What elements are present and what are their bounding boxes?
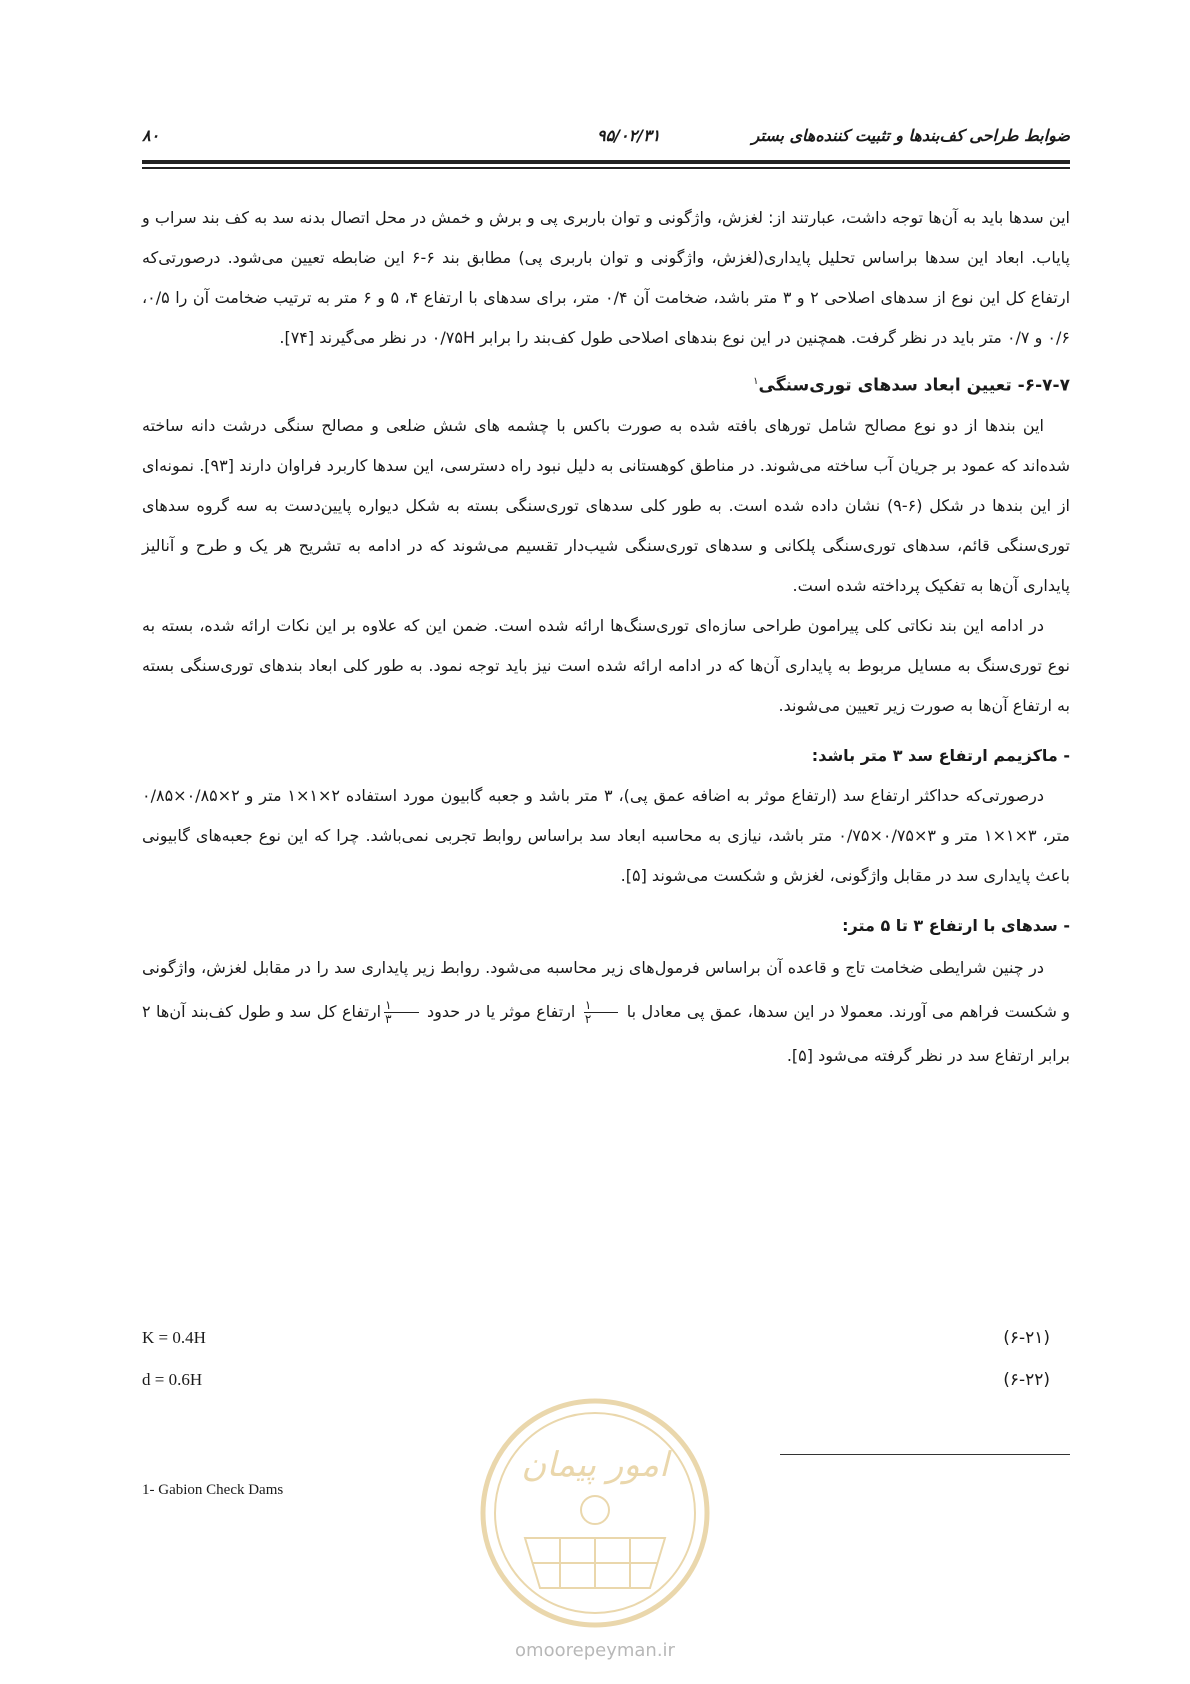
fraction-half-num: ۱ (584, 999, 618, 1013)
paragraph-intro: این سدها باید به آن‌ها توجه داشت، عبارتند از: لغزش، واژگونی و توان باربری پی و برش و خمش در محل اتصال بدنه سد به کف بند سراب و پایاب. ابعاد این سدها براساس تحلیل پایداری(لغزش، واژگونی و توان باربری پی) مطابق بند ۶-۶ این ضابطه تعیین می‌شود. درصورتی‌که ارتفاع کل این نوع از سدهای اصلاحی ۲ و ۳ متر باشد، ضخامت آن ۰/۴ متر، برای سدهای با ارتفاع ۴، ۵ و ۶ متر به ترتیب ضخامت آن را ۰/۵، ۰/۶ و ۰/۷ متر باید در نظر گرفت. همچنین در این نوع بندهای اصلاحی طول کف‌بند را برابر ۰/۷۵H در نظر می‌گیرند [۷۴]. (142, 208, 1071, 347)
publisher-seal-watermark (470, 1388, 720, 1638)
fraction-third-num: ۱ (384, 999, 418, 1013)
paragraph-gabion-2: در ادامه این بند نکاتی کلی پیرامون طراحی سازه‌ای توری‌سنگ‌ها ارائه شده است. ضمن این که علاوه بر این نکات ارائه شده، بسته به نوع توری‌سنگ به مسایل مربوط به پایداری آن‌ها که در ادامه ارائه شده است نیز باید توجه نمود. به طور کلی ابعاد بندهای توری‌سنگی بسته به ارتفاع آن‌ها به صورت زیر تعیین می‌شوند. (142, 615, 1070, 715)
equation-22-number: (۶-۲۲) (1003, 1370, 1050, 1390)
page-number: ۸۰ (142, 126, 160, 145)
paragraph-max3: درصورتی‌که حداکثر ارتفاع سد (ارتفاع موثر به اضافه عمق پی)، ۳ متر باشد و جعبه گابیون مورد استفاده ۲×۱×۱ متر و ۲×۰/۸۵×۰/۸۵ متر، ۳×۱×۱ متر و ۳×۰/۷۵×۰/۷۵ متر باشد، نیازی به محاسبه ابعاد سد براساس روابط تجربی نمی‌باشد. چرا که این نوع جعبه‌های گابیونی باعث پایداری سد در مقابل واژگونی، لغزش و شکست می‌شوند [۵]. (142, 785, 1070, 885)
equation-22-expression: d = 0.6H (142, 1370, 203, 1389)
header-rule-thin (142, 167, 1070, 169)
header-date: ۹۵/۰۲/۳۱ (597, 126, 661, 145)
equation-21-expression: K = 0.4H (142, 1328, 206, 1347)
paragraph-3to5-part-a: در چنین شرایطی ضخامت تاج و قاعده آن براساس فرمول‌های زیر محاسبه می‌شود. روابط زیر پایداری سد را در مقابل لغزش، واژگونی و شکست فراهم می آورند. معمولا در این سدها، عمق پی معادل با (142, 957, 1071, 1021)
footnote-separator (780, 1454, 1070, 1455)
fraction-half (584, 999, 618, 1026)
equation-21-number: (۶-۲۱) (1003, 1328, 1050, 1348)
subheading-3to5: - سدهای با ارتفاع ۳ تا ۵ متر: (842, 915, 1070, 935)
fraction-half-den: ۲ (584, 1011, 592, 1026)
paragraph-3to5 (142, 946, 1070, 1078)
header-title: ضوابط طراحی کف‌بندها و تثبیت کننده‌های بستر (751, 126, 1070, 145)
site-watermark: omoorepeyman.ir (515, 1640, 675, 1661)
paragraph-3to5-part-c: ارتفاع کل سد و طول کف‌بند آن‌ها ۲ برابر ارتفاع سد در نظر گرفته می‌شود [۵]. (142, 1001, 1070, 1065)
page-header (142, 126, 1070, 158)
section-heading-text: ۶-۷-۷- تعیین ابعاد سدهای توری‌سنگی (758, 375, 1070, 396)
fraction-third (384, 999, 418, 1026)
equation-21 (142, 1328, 1070, 1358)
seal-text: امور پیمان (521, 1445, 669, 1485)
header-rule-thick (142, 160, 1070, 164)
body-block-1 (142, 198, 1070, 1078)
section-heading (142, 362, 1070, 406)
footnote-text: 1- Gabion Check Dams (142, 1482, 284, 1498)
paragraph-gabion-1: این بندها از دو نوع مصالح شامل تورهای بافته شده به صورت باکس با چشمه های شش ضلعی و مصالح سنگی درشت دانه ساخته شده‌اند که عمود بر جریان آب ساخته می‌شوند. در مناطق کوهستانی به دلیل نبود راه دسترسی، این سدها کاربرد فراوان دارند [۹۳]. نمونه‌ای از این بندها در شکل (۶-۹) نشان داده شده است. به طور کلی سدهای توری‌سنگی بسته به شکل دیواره پایین‌دست به سه گروه سدهای توری‌سنگی قائم، سدهای توری‌سنگی پلکانی و سدهای توری‌سنگی شیب‌دار تقسیم می‌شوند که در ادامه به تشریح هر یک و طرح و آنالیز پایداری آن‌ها به تفکیک پرداخته شده است. (142, 415, 1070, 595)
footnote-ref: ۱ (753, 376, 759, 387)
paragraph-3to5-part-b: ارتفاع موثر یا در حدود (427, 1001, 576, 1021)
subheading-max3: - ماکزیمم ارتفاع سد ۳ متر باشد: (811, 745, 1070, 765)
fraction-third-den: ۳ (385, 1011, 392, 1026)
